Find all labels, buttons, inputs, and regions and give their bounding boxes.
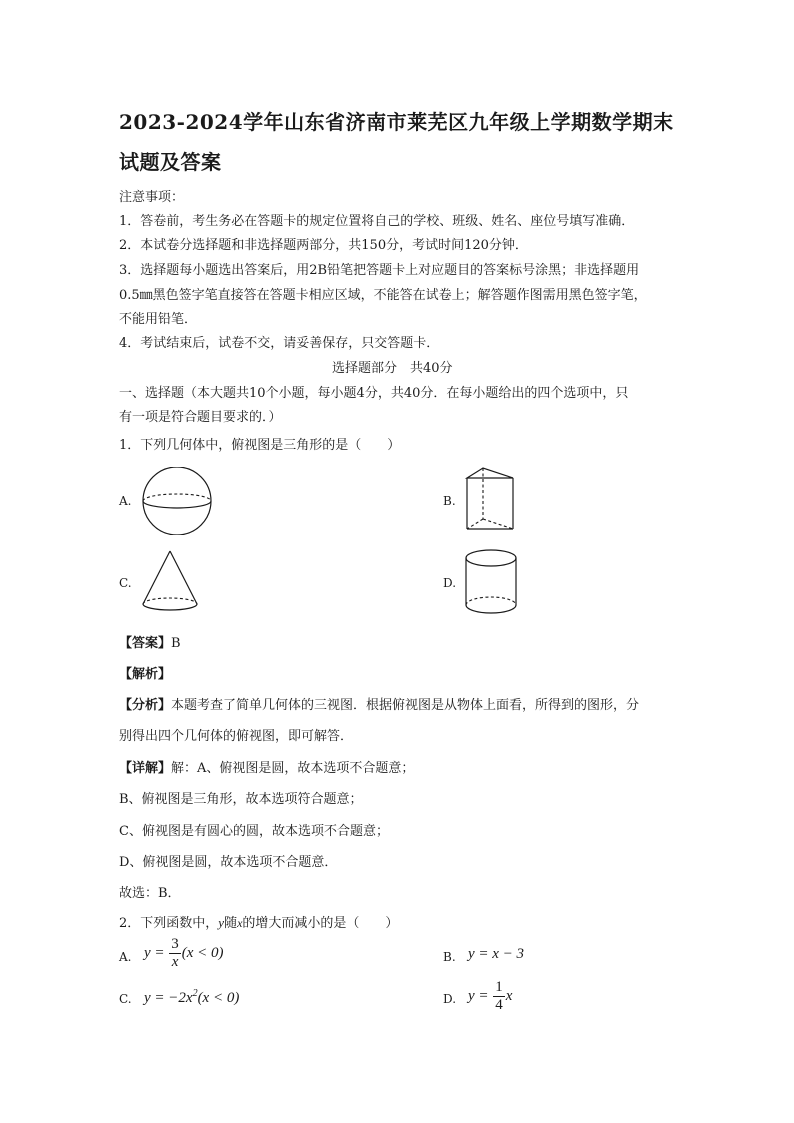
q2-var-y: y bbox=[218, 915, 225, 930]
q2-c-exponent: 2 bbox=[192, 988, 198, 999]
q2-option-d-label: D. bbox=[443, 992, 457, 1006]
cylinder-icon bbox=[464, 548, 518, 616]
analysis-tag: 【解析】 bbox=[119, 667, 172, 682]
q2-d-den: 4 bbox=[495, 997, 503, 1013]
q2-option-b-label: B. bbox=[443, 950, 456, 964]
q1-option-c-label: C. bbox=[119, 576, 132, 590]
fenxi-text-1: 本题考查了简单几何体的三视图．根据俯视图是从物体上面看，所得到的图形，分 bbox=[171, 698, 640, 713]
q2-stem bbox=[119, 912, 398, 931]
xiangjie-tag: 【详解】 bbox=[119, 761, 172, 776]
q2-option-a-expr bbox=[144, 937, 224, 970]
q2-option-a-label: A. bbox=[119, 950, 132, 964]
xiangjie-line4: D、俯视图是圆，故本选项不合题意． bbox=[119, 855, 338, 870]
xiangjie-line1 bbox=[119, 757, 414, 776]
q2-stem-b: 随 bbox=[224, 916, 238, 931]
fenxi-tag: 【分析】 bbox=[119, 698, 172, 713]
fenxi-line1 bbox=[119, 694, 639, 713]
notice-heading: 注意事项： bbox=[119, 190, 185, 205]
sphere-icon bbox=[139, 467, 215, 535]
q1-stem: 1．下列几何体中，俯视图是三角形的是（ ） bbox=[119, 438, 401, 453]
part-one-line2: 有一项是符合题目要求的．） bbox=[119, 410, 282, 425]
q2-d-num: 1 bbox=[495, 979, 503, 995]
notice-item-4: 4．考试结束后，试卷不交，请妥善保存，只交答题卡． bbox=[119, 336, 440, 351]
q1-conclusion: 故选：B． bbox=[119, 886, 181, 901]
q1-answer-line bbox=[119, 632, 181, 651]
page-title-line2: 试题及答案 bbox=[119, 150, 222, 174]
notice-item-3-end: 不能用铅笔． bbox=[119, 312, 198, 327]
q2-c-post: (x < 0) bbox=[197, 990, 240, 1006]
q2-a-num: 3 bbox=[171, 936, 179, 952]
cone-icon bbox=[141, 549, 199, 613]
part-one-line1: 一、选择题（本大题共10个小题，每小题4分，共40分．在每小题给出的四个选项中，只 bbox=[119, 386, 629, 401]
q2-stem-c: 的增大而减小的是（ ） bbox=[242, 916, 399, 931]
answer-tag: 【答案】 bbox=[119, 636, 172, 651]
q2-a-pre: y = bbox=[144, 944, 165, 961]
q2-option-c-expr bbox=[144, 988, 239, 1007]
q1-option-b-label: B. bbox=[443, 494, 456, 508]
q1-option-a-label: A. bbox=[119, 494, 132, 508]
q2-var-x: x bbox=[237, 916, 243, 930]
q2-option-d-expr bbox=[468, 980, 512, 1013]
fenxi-line2: 别得出四个几何体的俯视图，即可解答． bbox=[119, 729, 354, 744]
q2-a-fraction bbox=[169, 937, 181, 970]
q2-a-den: x bbox=[171, 954, 179, 970]
notice-item-3-cont: 0.5㎜黑色签字笔直接答在答题卡相应区域，不能答在试卷上；解答题作图需用黑色签字笔， bbox=[119, 288, 647, 303]
q2-stem-a: 2．下列函数中， bbox=[119, 916, 219, 931]
xiangjie-line2: B、俯视图是三角形，故本选项符合题意； bbox=[119, 792, 363, 807]
q2-a-post: (x < 0) bbox=[181, 944, 224, 961]
notice-item-2: 2．本试卷分选择题和非选择题两部分，共150分，考试时间120分钟． bbox=[119, 238, 528, 253]
q1-option-d-label: D. bbox=[443, 576, 457, 590]
triangular-prism-icon bbox=[465, 467, 515, 531]
answer-value: B bbox=[171, 636, 181, 651]
q2-option-c-label: C. bbox=[119, 992, 132, 1006]
section-heading: 选择题部分 共40分 bbox=[332, 361, 453, 376]
q2-d-post: x bbox=[505, 987, 513, 1004]
xiangjie-line3: C、俯视图是有圆心的圆，故本选项不合题意； bbox=[119, 824, 389, 839]
page-title-line1: 2023-2024学年山东省济南市莱芜区九年级上学期数学期末 bbox=[119, 110, 674, 134]
q2-option-b-expr: y = x − 3 bbox=[468, 946, 525, 962]
notice-item-3: 3．选择题每小题选出答案后，用2B铅笔把答题卡上对应题目的答案标号涂黑；非选择题用 bbox=[119, 263, 640, 278]
q2-c-pre: y = −2x bbox=[144, 990, 193, 1006]
notice-item-1: 1．答卷前，考生务必在答题卡的规定位置将自己的学校、班级、姓名、座位号填写准确． bbox=[119, 214, 635, 229]
xiangjie-text-1: 解：A、俯视图是圆，故本选项不合题意； bbox=[171, 761, 415, 776]
q2-d-pre: y = bbox=[468, 987, 489, 1004]
q2-d-fraction bbox=[493, 980, 505, 1013]
